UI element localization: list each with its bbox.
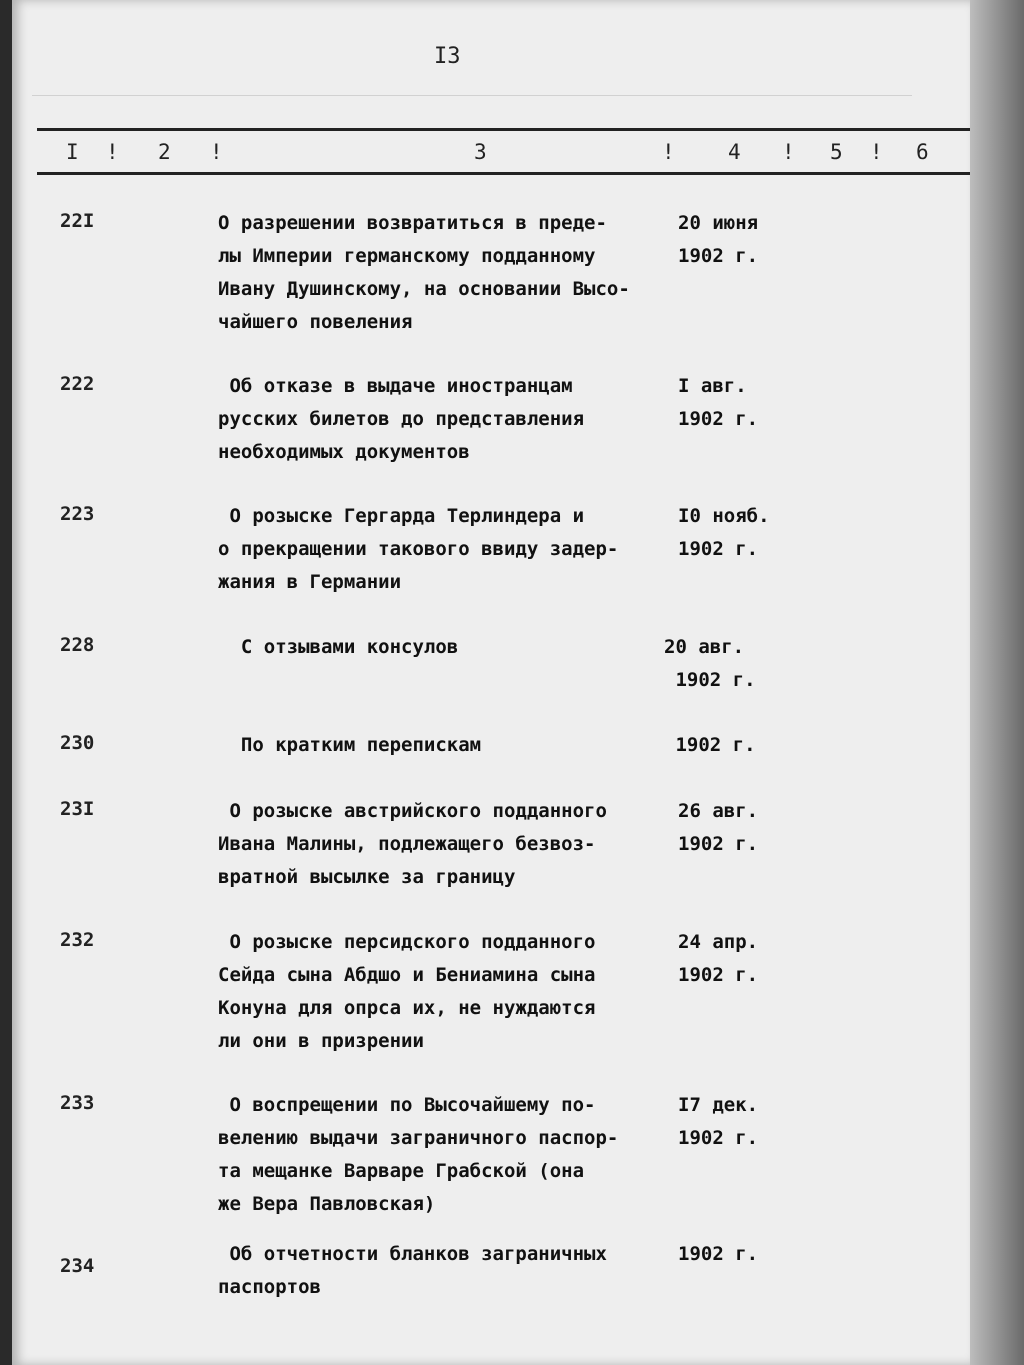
ghost-rule [32,95,912,96]
header-separator: ! [782,140,795,164]
entry-description: Об отказе в выдаче иностранцам русских билетов до представления необходимых документов [218,375,585,463]
entry-date: 1902 г. [678,1243,759,1265]
entry-date: I7 дек. 1902 г. [678,1094,759,1149]
entry-date: I0 нояб. 1902 г. [678,505,770,560]
page-number: I3 [434,44,461,69]
entry-number: 232 [60,929,95,951]
entry-date: 20 авг. 1902 г. [664,636,756,691]
entry-date: 20 июня 1902 г. [678,212,759,267]
header-col-2: 2 [158,140,171,164]
header-col-5: 5 [830,140,843,164]
header-col-3: 3 [474,140,487,164]
document-page [12,0,970,1365]
header-col-6: 6 [916,140,929,164]
entry-number: 223 [60,503,95,525]
entry-date: 24 апр. 1902 г. [678,931,759,986]
header-separator: ! [106,140,119,164]
header-col-4: 4 [728,140,741,164]
entry-description: О розыске австрийского подданного Ивана Малины, подлежащего безвоз- вратной высылке за границу [218,800,607,888]
entry-number: 228 [60,634,95,656]
header-separator: ! [210,140,223,164]
entry-number: 222 [60,373,95,395]
entry-description: С отзывами консулов [218,636,459,658]
header-separator: ! [662,140,675,164]
entry-description: О разрешении возвратиться в преде- лы Империи германскому подданному Ивану Душинскому, на основании Высо- чайшего повеления [218,212,630,333]
book-spine [0,0,12,1365]
entry-description: О воспрещении по Высочайшему по- велению выдачи заграничного паспор- та мещанке Варваре Грабской (она же Вера Павловская) [218,1094,619,1215]
entry-number: 234 [60,1255,95,1277]
entry-number: 23I [60,798,95,820]
entry-description: О розыске персидского подданного Сейда сына Абдшо и Бениамина сына Конуна для опрса их, не нуждаются ли они в призрении [218,931,596,1052]
header-col-1: I [66,140,79,164]
entry-date: 1902 г. [664,734,756,756]
entry-date: 26 авг. 1902 г. [678,800,759,855]
entry-description: По кратким перепискам [218,734,482,756]
page-edge [970,0,1024,1365]
header-bottom-rule [37,172,975,175]
entry-number: 230 [60,732,95,754]
entry-number: 233 [60,1092,95,1114]
entry-date: I авг. 1902 г. [678,375,759,430]
entry-number: 22I [60,210,95,232]
entry-description: Об отчетности бланков заграничных паспортов [218,1243,607,1298]
entry-description: О розыске Гергарда Терлиндера и о прекращении такового ввиду задер- жания в Германии [218,505,619,593]
header-separator: ! [870,140,883,164]
header-top-rule [37,128,975,131]
